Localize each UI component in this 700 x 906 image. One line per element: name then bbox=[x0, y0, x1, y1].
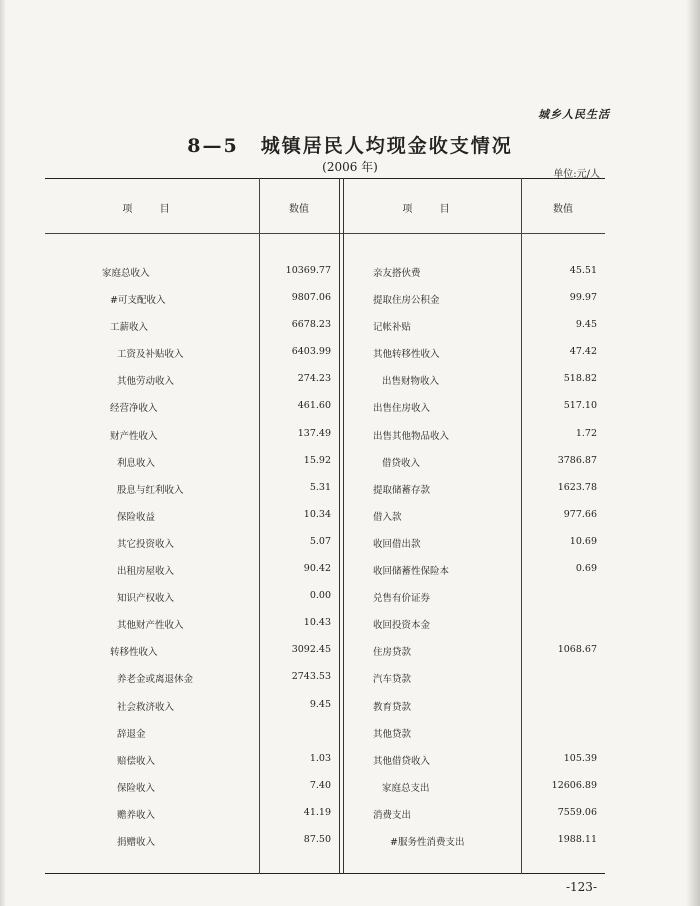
row-value-left: 10.43 bbox=[303, 617, 331, 629]
row-value-right: 1623.78 bbox=[557, 481, 597, 493]
row-value-left: 10369.77 bbox=[285, 265, 331, 276]
row-value-right: 47.42 bbox=[569, 346, 597, 358]
table-row bbox=[45, 587, 605, 614]
row-value-left: 10.34 bbox=[303, 508, 331, 520]
row-label-left: #可支配收入 bbox=[110, 295, 166, 307]
table-row bbox=[45, 316, 605, 343]
row-label-right: 提取储蓄存款 bbox=[373, 484, 431, 496]
row-label-right: 收回储蓄性保险本 bbox=[373, 566, 450, 578]
row-label-left: 其他劳动收入 bbox=[117, 376, 175, 388]
row-label-left: 家庭总收入 bbox=[102, 268, 150, 279]
row-label-left: 社会救济收入 bbox=[117, 701, 175, 713]
row-label-right: 汽车贷款 bbox=[373, 674, 412, 686]
header-item-left: 项 目 bbox=[122, 204, 182, 215]
row-value-right: 105.39 bbox=[563, 752, 597, 764]
row-label-right: #服务性消费支出 bbox=[390, 836, 465, 848]
row-value-right: 977.66 bbox=[563, 508, 597, 520]
row-label-left: 辞退金 bbox=[117, 728, 146, 740]
table-row bbox=[45, 397, 605, 424]
row-label-right: 出售其他物品收入 bbox=[373, 430, 450, 442]
row-value-left: 2743.53 bbox=[291, 671, 331, 683]
row-label-right: 家庭总支出 bbox=[382, 782, 430, 794]
row-value-right: 1.72 bbox=[575, 427, 597, 439]
row-value-right: 518.82 bbox=[563, 373, 597, 385]
table-row bbox=[45, 533, 605, 560]
table-row bbox=[45, 479, 605, 506]
row-value-left: 15.92 bbox=[303, 454, 331, 466]
subtitle-year: (2006 年) bbox=[322, 160, 378, 174]
row-label-right: 出售住房收入 bbox=[373, 403, 431, 415]
row-value-left: 90.42 bbox=[303, 563, 331, 575]
row-label-right: 其他借贷收入 bbox=[373, 755, 431, 767]
table-row bbox=[45, 289, 605, 316]
unit-label: 单位:元/人 bbox=[553, 169, 600, 180]
row-label-right: 收回借出款 bbox=[373, 538, 421, 550]
row-label-right: 消费支出 bbox=[373, 809, 412, 821]
table-row bbox=[45, 262, 605, 289]
row-label-left: 工资及补贴收入 bbox=[117, 349, 184, 361]
row-label-left: 其他财产性收入 bbox=[117, 620, 184, 632]
row-label-left: 捐赠收入 bbox=[117, 836, 156, 848]
row-value-right: 99.97 bbox=[569, 292, 597, 304]
row-value-right: 10.69 bbox=[569, 535, 597, 547]
table-row bbox=[45, 560, 605, 587]
row-label-right: 住房贷款 bbox=[373, 647, 412, 659]
row-label-right: 兑售有价证券 bbox=[373, 593, 431, 605]
row-label-left: 财产性收入 bbox=[110, 430, 158, 442]
row-label-right: 出售财物收入 bbox=[382, 376, 440, 388]
page-title bbox=[0, 131, 700, 158]
table-row bbox=[45, 777, 605, 804]
row-value-left: 0.00 bbox=[309, 590, 331, 602]
row-label-left: 保险收益 bbox=[117, 511, 156, 523]
table-row bbox=[45, 641, 605, 668]
row-value-left: 1.03 bbox=[309, 752, 331, 764]
row-label-left: 知识产权收入 bbox=[117, 593, 175, 605]
table-row bbox=[45, 668, 605, 695]
row-label-left: 出租房屋收入 bbox=[117, 566, 175, 578]
row-value-left: 274.23 bbox=[297, 373, 331, 385]
row-value-left: 461.60 bbox=[297, 400, 331, 412]
row-value-right: 9.45 bbox=[575, 319, 597, 331]
row-value-right: 45.51 bbox=[569, 265, 597, 276]
page-number: -123- bbox=[565, 880, 597, 894]
row-value-left: 9807.06 bbox=[291, 292, 331, 304]
table-row bbox=[45, 370, 605, 397]
row-label-left: 保险收入 bbox=[117, 782, 156, 794]
row-value-left: 137.49 bbox=[297, 427, 331, 439]
row-value-right: 0.69 bbox=[575, 563, 597, 575]
table-row bbox=[45, 696, 605, 723]
row-value-right: 3786.87 bbox=[557, 454, 597, 466]
row-value-left: 5.07 bbox=[309, 535, 331, 547]
header-value-right: 数值 bbox=[553, 204, 573, 215]
table-row bbox=[45, 750, 605, 777]
row-label-left: 其它投资收入 bbox=[117, 538, 175, 550]
row-value-right: 1988.11 bbox=[557, 833, 597, 845]
row-label-left: 赔偿收入 bbox=[117, 755, 156, 767]
row-label-left: 赡养收入 bbox=[117, 809, 156, 821]
row-label-left: 股息与红利收入 bbox=[117, 484, 184, 496]
header-value-left: 数值 bbox=[289, 204, 309, 215]
row-label-left: 经营净收入 bbox=[110, 403, 158, 415]
row-value-right: 1068.67 bbox=[557, 644, 597, 656]
row-value-left: 41.19 bbox=[303, 806, 331, 818]
row-value-right: 517.10 bbox=[563, 400, 597, 412]
row-label-right: 教育贷款 bbox=[373, 701, 412, 713]
title-text: 城镇居民人均现金收支情况 bbox=[260, 135, 513, 157]
row-label-right: 其他转移性收入 bbox=[373, 349, 440, 361]
row-label-right: 亲友搭伙费 bbox=[373, 268, 421, 279]
row-value-left: 6403.99 bbox=[291, 346, 331, 358]
table-row bbox=[45, 506, 605, 533]
row-value-left: 9.45 bbox=[309, 698, 331, 710]
row-label-right: 提取住房公积金 bbox=[373, 295, 440, 307]
row-value-left: 87.50 bbox=[303, 833, 331, 845]
row-value-left: 7.40 bbox=[309, 779, 331, 791]
header-item-right: 项 目 bbox=[402, 204, 462, 215]
row-label-right: 记帐补贴 bbox=[373, 322, 412, 334]
row-label-right: 其他贷款 bbox=[373, 728, 412, 740]
title-number: 8—5 bbox=[187, 135, 239, 157]
section-header: 城乡人民生活 bbox=[538, 108, 610, 121]
row-label-right: 借入款 bbox=[373, 511, 402, 523]
row-value-right: 12606.89 bbox=[551, 779, 597, 791]
table-body bbox=[45, 262, 605, 858]
row-value-left: 5.31 bbox=[309, 481, 331, 493]
data-table bbox=[45, 178, 605, 874]
table-row bbox=[45, 425, 605, 452]
row-label-right: 借贷收入 bbox=[382, 457, 421, 469]
table-row bbox=[45, 614, 605, 641]
row-label-left: 转移性收入 bbox=[110, 647, 158, 659]
row-label-left: 利息收入 bbox=[117, 457, 156, 469]
row-value-left: 3092.45 bbox=[291, 644, 331, 656]
row-label-right: 收回投资本金 bbox=[373, 620, 431, 632]
row-value-left: 6678.23 bbox=[291, 319, 331, 331]
table-row bbox=[45, 804, 605, 831]
table-row bbox=[45, 831, 605, 858]
row-label-left: 工薪收入 bbox=[110, 322, 149, 334]
table-row bbox=[45, 452, 605, 479]
table-row bbox=[45, 343, 605, 370]
row-label-left: 养老金或离退休金 bbox=[117, 674, 194, 686]
row-value-right: 7559.06 bbox=[557, 806, 597, 818]
table-row bbox=[45, 723, 605, 750]
